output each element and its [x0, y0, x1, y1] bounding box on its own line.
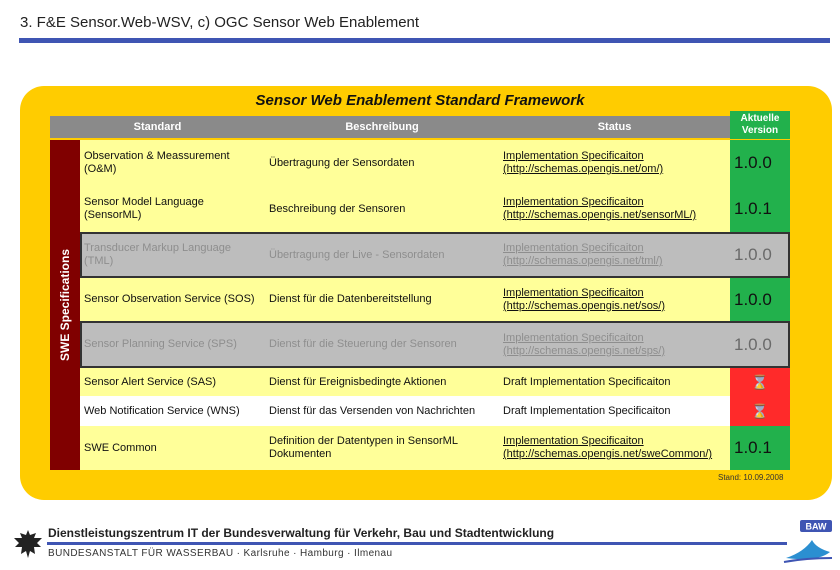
baw-logo-text: BAW: [805, 521, 827, 532]
cell-status[interactable]: Implementation Specificaiton (http://schemas.opengis.net/sos/): [503, 286, 666, 312]
table-row: [80, 232, 730, 278]
table-row: [80, 426, 730, 470]
table-row: [80, 186, 730, 232]
version-value: 1.0.0: [730, 140, 790, 186]
cell-status: Draft Implementation Specificaiton: [503, 404, 671, 417]
stand-date: Stand: 10.09.2008: [718, 473, 784, 482]
header-beschreibung: Beschreibung: [265, 116, 499, 138]
title-rule: [19, 38, 830, 43]
footer-title: Dienstleistungszentrum IT der Bundesverwaltung für Verkehr, Bau und Stadtentwicklung: [48, 526, 555, 540]
version-value: 1.0.0: [730, 278, 790, 321]
slide-title: 3. F&E Sensor.Web-WSV, c) OGC Sensor Web Enablement: [20, 14, 420, 31]
table-row: [80, 140, 730, 186]
header-status: Status: [499, 116, 730, 138]
cell-status[interactable]: Implementation Specificaiton (http://schemas.opengis.net/sensorML/): [503, 196, 697, 221]
cell-status: Draft Implementation Specificaiton: [503, 375, 671, 388]
cell-status[interactable]: Implementation Specificaiton (http://schemas.opengis.net/tml/): [503, 242, 663, 267]
footer-subtitle: BUNDESANSTALT FÜR WASSERBAU · Karlsruhe · Hamburg · Ilmenau: [48, 548, 393, 559]
cell-standard: Transducer Markup Language (TML): [84, 242, 231, 267]
cell-standard: Sensor Planning Service (SPS): [84, 338, 237, 350]
hourglass-icon: ⌛: [730, 368, 790, 396]
cell-beschreibung: Übertragung der Sensordaten: [269, 156, 415, 169]
version-value: 1.0.0: [734, 245, 772, 264]
table-row: [80, 368, 730, 396]
cell-standard: Sensor Model Language (SensorML): [84, 196, 204, 221]
version-value: 1.0.1: [730, 426, 790, 470]
cell-standard: Observation & Meassurement (O&M): [84, 150, 230, 175]
table-row: [80, 278, 730, 321]
version-value: 1.0.0: [734, 334, 772, 354]
cell-beschreibung: Dienst für Ereignisbedingte Aktionen: [269, 375, 447, 388]
cell-beschreibung: Beschreibung der Sensoren: [269, 202, 406, 215]
cell-standard: SWE Common: [84, 441, 157, 454]
federal-eagle-logo: [10, 526, 46, 562]
hourglass-icon: ⌛: [730, 396, 790, 426]
sidebar-swe-specifications: [50, 140, 80, 470]
version-value: 1.0.1: [730, 186, 790, 232]
header-standard: Standard: [50, 116, 265, 138]
cell-beschreibung: Übertragung der Live - Sensordaten: [269, 248, 445, 261]
table-row: [80, 396, 730, 426]
cell-beschreibung: Dienst für die Steuerung der Sensoren: [269, 338, 457, 350]
cell-status[interactable]: Implementation Specificaiton (http://schemas.opengis.net/sps/): [503, 331, 666, 357]
header-version: Aktuelle Version: [730, 111, 790, 139]
framework-title: Sensor Web Enablement Standard Framework: [255, 92, 585, 109]
cell-status[interactable]: Implementation Specificaiton (http://schemas.opengis.net/sweCommon/): [503, 435, 713, 460]
footer-rule: [47, 542, 787, 545]
cell-standard: Sensor Alert Service (SAS): [84, 375, 217, 388]
cell-standard: Web Notification Service (WNS): [84, 404, 240, 417]
cell-beschreibung: Dienst für die Datenbereitstellung: [269, 293, 432, 305]
sidebar-label: SWE Specifications: [58, 248, 72, 362]
cell-beschreibung: Definition der Datentypen in SensorML Dokumenten: [269, 435, 458, 460]
cell-beschreibung: Dienst für das Versenden von Nachrichten: [269, 404, 476, 417]
cell-standard: Sensor Observation Service (SOS): [84, 293, 255, 305]
table-row: [80, 321, 730, 368]
baw-logo: [782, 518, 834, 566]
cell-status[interactable]: Implementation Specificaiton (http://schemas.opengis.net/om/): [503, 150, 664, 175]
